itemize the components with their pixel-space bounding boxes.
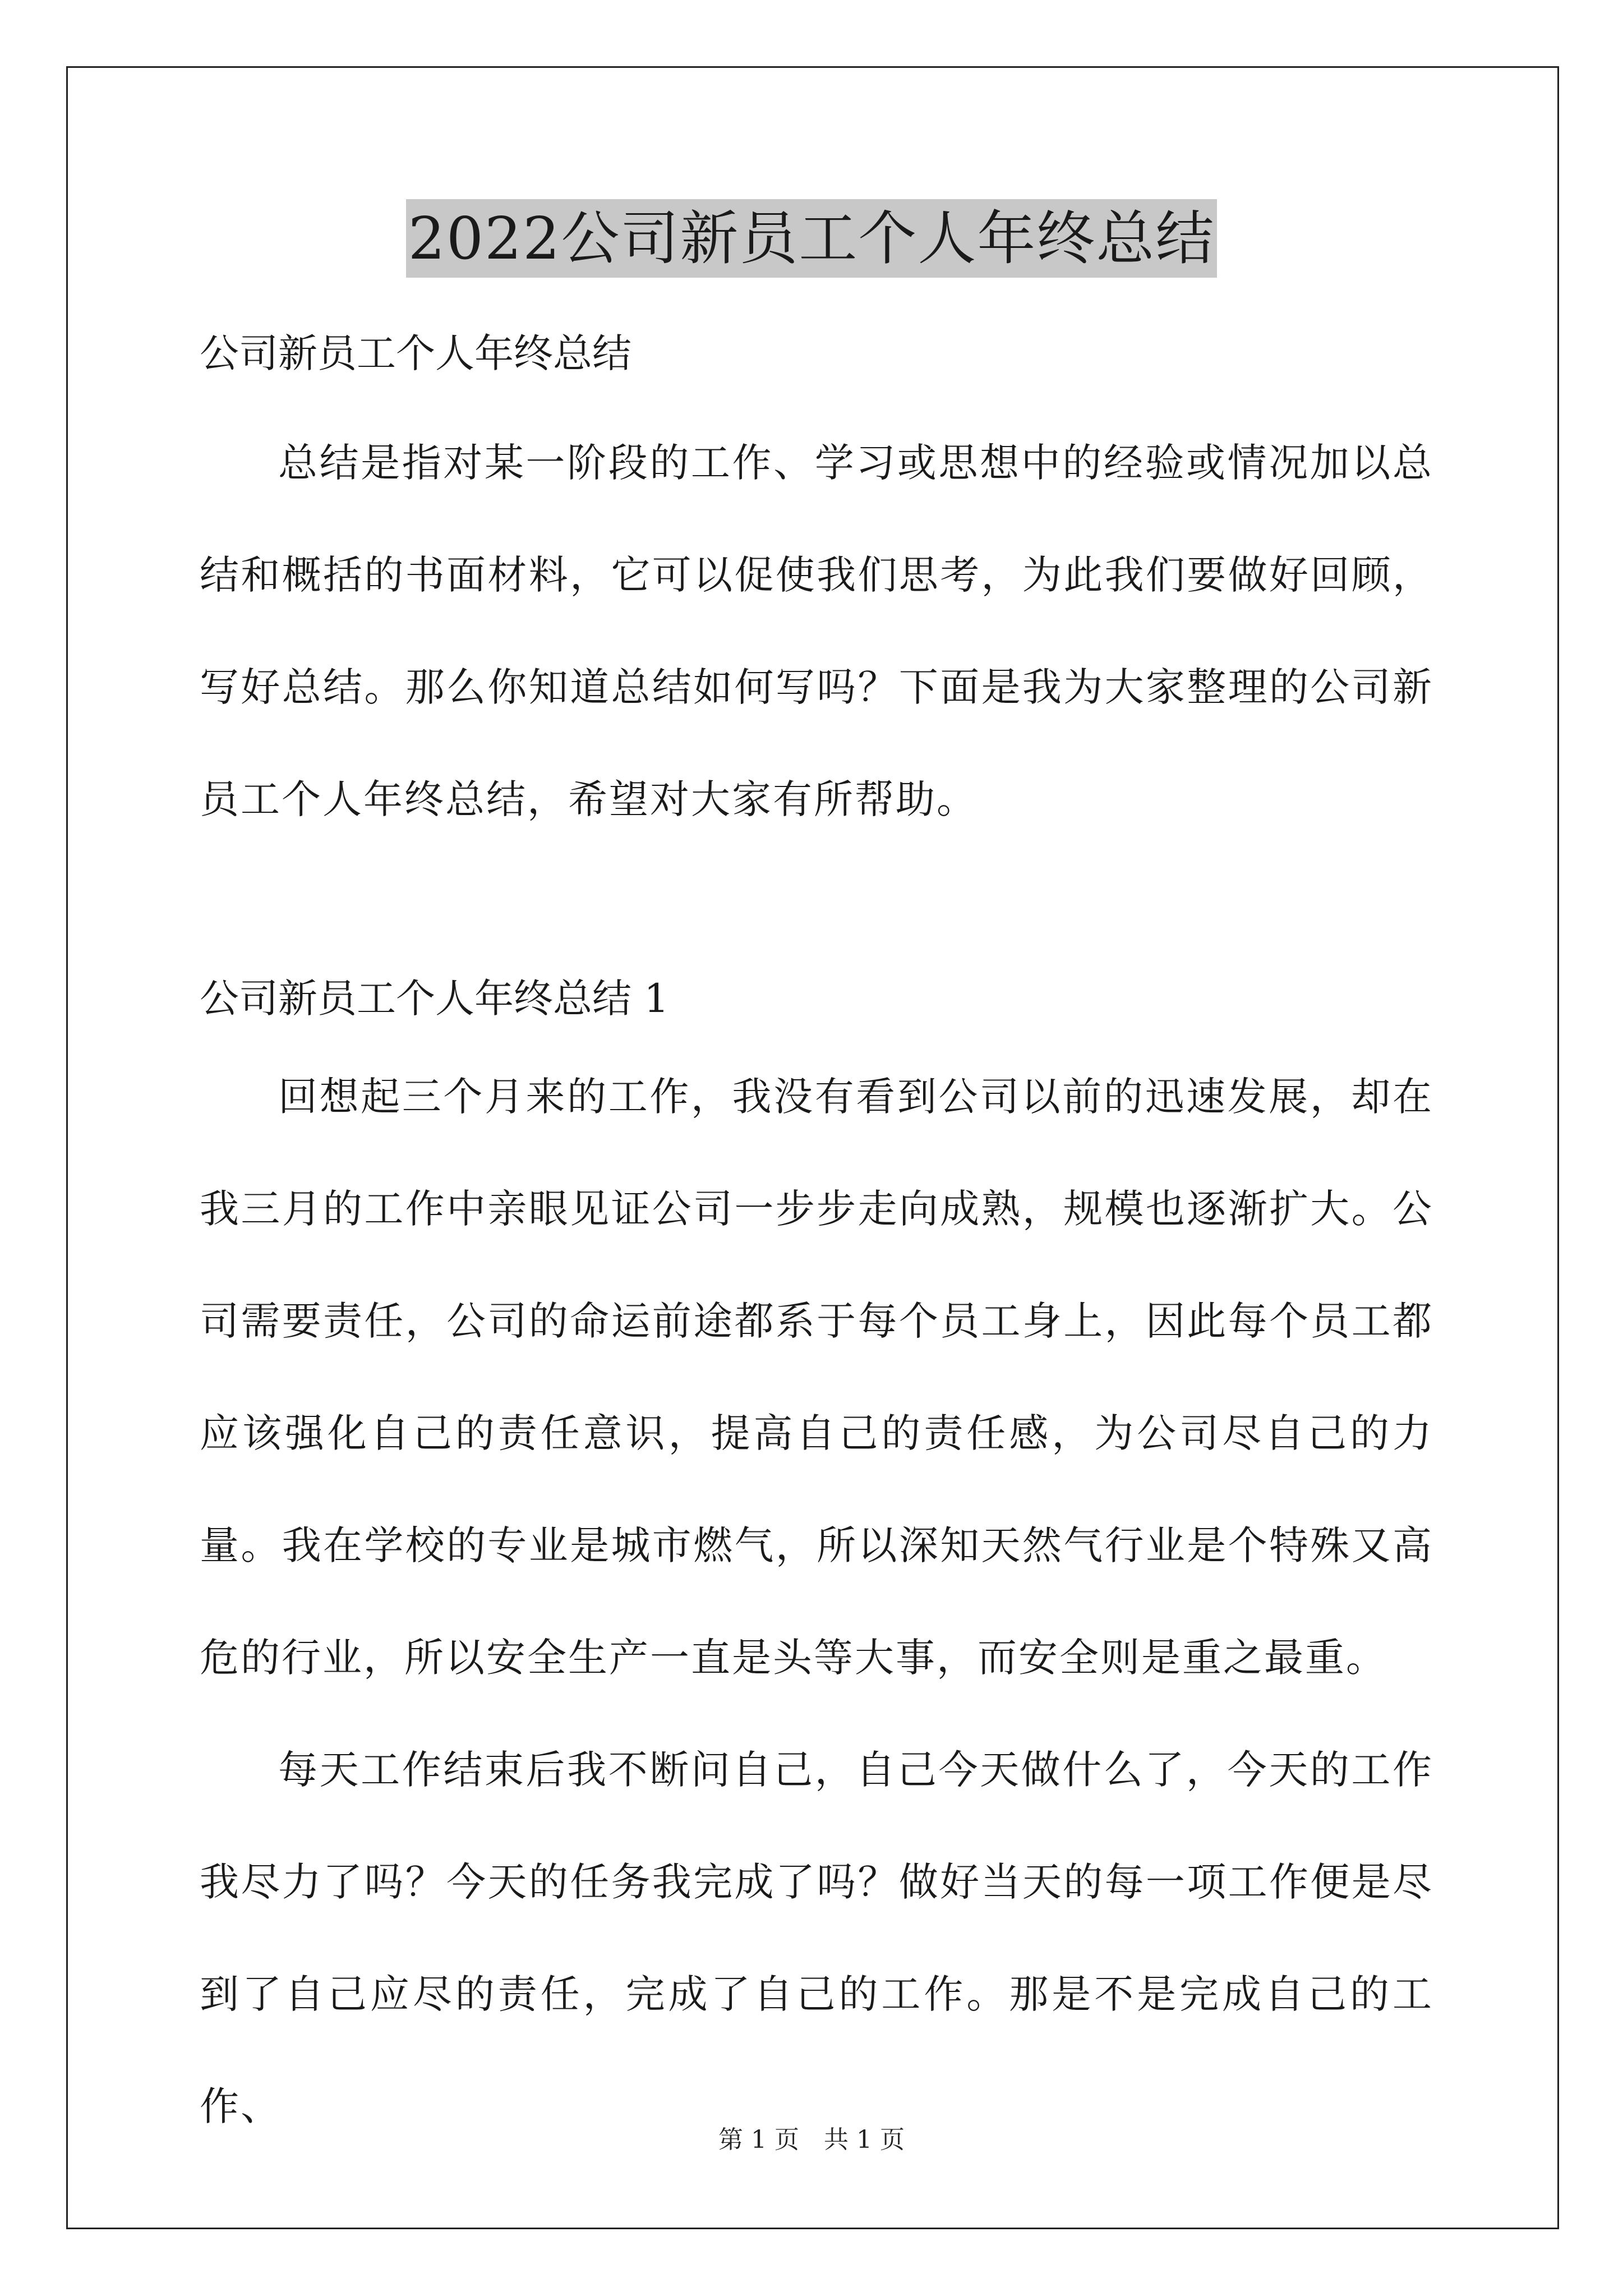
section-heading: 公司新员工个人年终总结 1 <box>200 976 669 1022</box>
document-title: 2022公司新员工个人年终总结 <box>406 199 1218 278</box>
body-paragraph-1: 回想起三个月来的工作，我没有看到公司以前的迅速发展，却在我三月的工作中亲眼见证公司一步步走向成熟，规模也逐渐扩大。公司需要责任，公司的命运前途都系于每个员工身上，因此每个员工都应该强化自己的责任意识，提高自己的责任感，为公司尽自己的力量。我在学校的专业是城市燃气，所以深知天然气行业是个特殊又高危的行业，所以安全生产一直是头等大事，而安全则是重之最重。 <box>200 1074 1433 1681</box>
subtitle-heading: 公司新员工个人年终总结 <box>200 330 631 376</box>
intro-paragraph: 总结是指对某一阶段的工作、学习或思想中的经验或情况加以总结和概括的书面材料，它可以促使我们思考，为此我们要做好回顾，写好总结。那么你知道总结如何写吗？下面是我为大家整理的公司新员工个人年终总结，希望对大家有所帮助。 <box>200 440 1433 822</box>
section-gap <box>200 855 1433 956</box>
page-footer: 第 1 页 共 1 页 <box>718 2125 905 2154</box>
body-paragraph-2: 每天工作结束后我不断问自己，自己今天做什么了，今天的工作我尽力了吗？今天的任务我完成了吗？做好当天的每一项工作便是尽到了自己应尽的责任，完成了自己的工作。那是不是完成自己的工作、 <box>200 1747 1433 2129</box>
document-body <box>200 311 1433 2162</box>
title-wrap <box>0 199 1623 278</box>
